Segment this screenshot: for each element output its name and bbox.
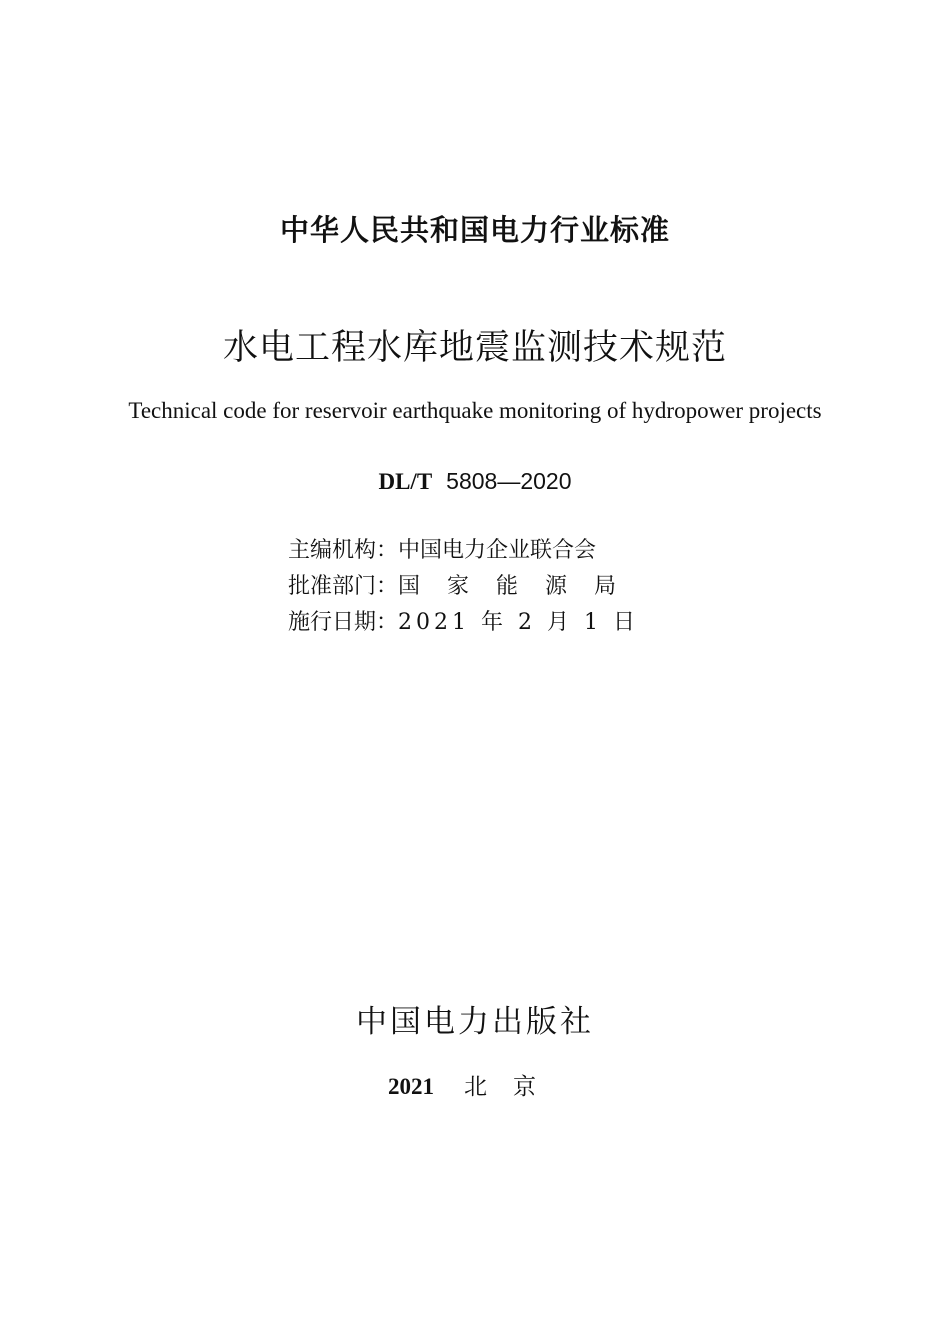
publication-city: 北京 — [464, 1074, 562, 1100]
effective-date-value: 2021 年 2 月 1 日 — [398, 610, 639, 635]
approval-row — [288, 569, 643, 605]
standard-category: 中华人民共和国电力行业标准 — [279, 213, 670, 247]
approval-label: 批准部门： — [288, 574, 399, 599]
standard-code: DL/T — [378, 469, 433, 494]
approval-value: 国家能源局 — [398, 574, 644, 599]
document-title-en: Technical code for reservoir earthquake monitoring of hydropower projects — [128, 398, 822, 423]
publication-year: 2021 — [388, 1074, 434, 1099]
publication-place — [0, 1068, 950, 1101]
standard-number — [0, 468, 950, 495]
metadata-block — [288, 533, 643, 641]
editor-value: 中国电力企业联合会 — [398, 538, 597, 563]
editor-label: 主编机构： — [288, 538, 399, 563]
effective-date-row — [288, 605, 643, 641]
publisher: 中国电力出版社 — [356, 1004, 594, 1040]
document-title-cn: 水电工程水库地震监测技术规范 — [222, 328, 727, 368]
effective-date-label: 施行日期： — [288, 610, 399, 635]
standard-number-value: 5808—2020 — [446, 468, 572, 494]
editor-row — [288, 533, 643, 569]
